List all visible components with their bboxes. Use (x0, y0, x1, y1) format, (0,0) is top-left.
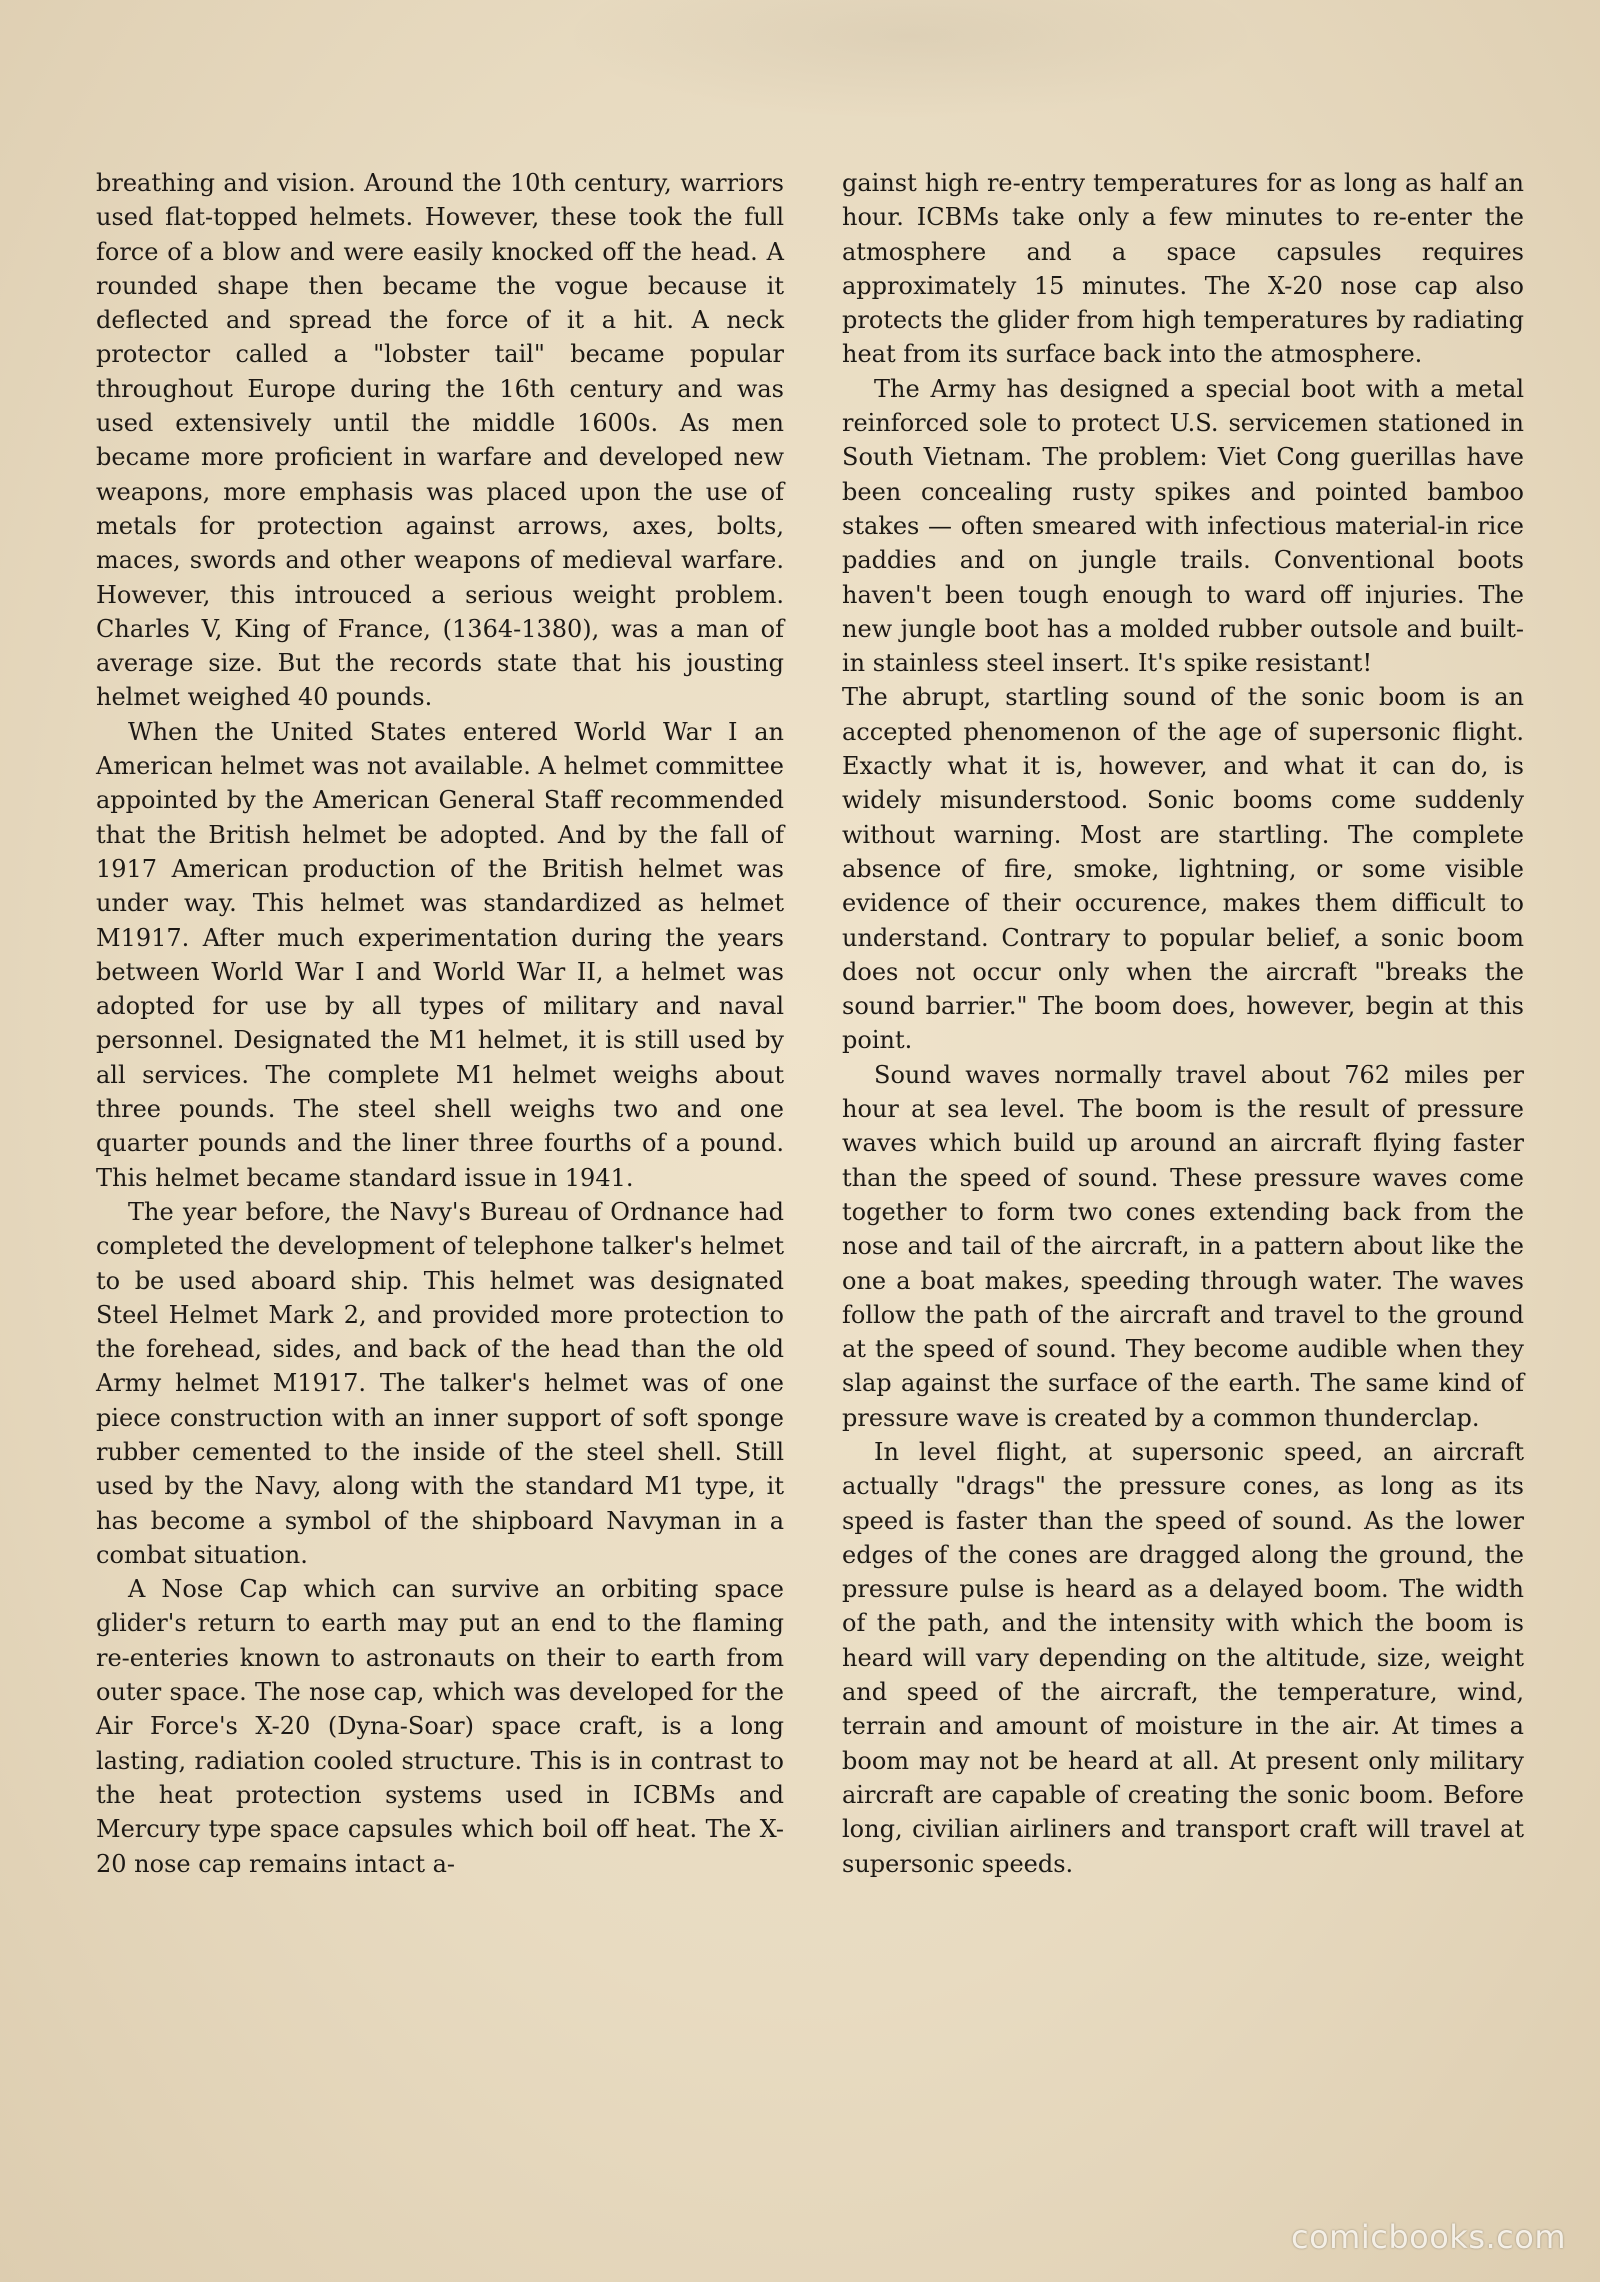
paragraph-nose-cap: A Nose Cap which can survive an orbiting space glider's return to earth may put an end to the flaming re-enteries known to astronauts on their to earth from outer space. The nose cap, which was developed for the Air Force's X-20 (Dyna-Soar) space craft, is a long lasting, radiation cooled structure. This is in contrast to the heat protection systems used in ICBMs and Mercury type space capsules which boil off heat. The X-20 nose cap remains intact a- (96, 1575, 784, 1878)
paragraph-sound-waves: Sound waves normally travel about 762 miles per hour at sea level. The boom is the result of pressure waves which build up around an aircraft flying faster than the speed of sound. These pressure waves come together to form two cones extending back from the nose and tail of the aircraft, in a pattern about like the one a boat makes, speeding through water. The waves follow the path of the aircraft and travel to the ground at the speed of sound. They become audible when they slap against the surface of the earth. The same kind of pressure wave is created by a common thunderclap. (842, 1060, 1524, 1432)
paragraph-nose-cap-continued: gainst high re-entry temperatures for as long as half an hour. ICBMs take only a few minutes to re-enter the atmosphere and a space capsules requires approximately 15 minutes. The X-20 nose cap also protects the glider from high temperatures by radiating heat from its surface back into the atmosphere. (842, 169, 1524, 369)
paragraph-helmet-history: breathing and vision. Around the 10th century, warriors used flat-topped helmets. However, these took the full force of a blow and were easily knocked off the head. A rounded shape then became the vogue because it deflected and spread the force of it a hit. A neck protector called a "lobster tail" became popular throughout Europe during the 16th century and was used extensively until the middle 1600s. As men became more proficient in warfare and developed new weapons, more emphasis was placed upon the use of metals for protection against arrows, axes, bolts, maces, swords and other weapons of medieval warfare. However, this introuced a serious weight problem. Charles V, King of France, (1364-1380), was a man of average size. But the records state that his jousting helmet weighed 40 pounds. (96, 169, 784, 712)
watermark-text: comicbooks.com (1290, 2218, 1566, 2256)
faded-title-ghost (560, 0, 1260, 120)
paragraph-sonic-boom-intro: The abrupt, startling sound of the sonic boom is an accepted phenomenon of the age of supersonic flight. Exactly what it is, however, and what it can do, is widely misunderstood. Sonic booms come suddenly without warning. Most are startling. The complete absence of fire, smoke, lightning, or some visible evidence of their occurence, makes them difficult to understand. Contrary to popular belief, a sonic boom does not occur only when the aircraft "breaks the sound barrier." The boom does, however, begin at this point. (842, 683, 1524, 1055)
left-text-column (96, 166, 784, 1881)
paragraph-jungle-boot: The Army has designed a special boot with a metal reinforced sole to protect U.S. servicemen stationed in South Vietnam. The problem: Viet Cong guerillas have been concealing rusty spikes and pointed bamboo stakes — often smeared with infectious material-in rice paddies and on jungle trails. Conventional boots haven't been tough enough to ward off injuries. The new jungle boot has a molded rubber outsole and built-in stainless steel insert. It's spike resistant! (842, 374, 1524, 678)
paragraph-ww1-helmet: When the United States entered World War I an American helmet was not available. A helmet committee appointed by the American General Staff recommended that the British helmet be adopted. And by the fall of 1917 American production of the British helmet was under way. This helmet was standardized as helmet M1917. After much experimentation during the years between World War I and World War II, a helmet was adopted for use by all types of military and naval personnel. Designated the M1 helmet, it is still used by all services. The complete M1 helmet weighs about three pounds. The steel shell weighs two and one quarter pounds and the liner three fourths of a pound. This helmet became standard issue in 1941. (96, 717, 784, 1192)
right-text-column (842, 166, 1524, 1881)
paragraph-level-flight: In level flight, at supersonic speed, an aircraft actually "drags" the pressure cones, as long as its speed is faster than the speed of sound. As the lower edges of the cones are dragged along the ground, the pressure pulse is heard as a delayed boom. The width of the path, and the intensity with which the boom is heard will vary depending on the altitude, size, weight and speed of the aircraft, the temperature, wind, terrain and amount of moisture in the air. At times a boom may not be heard at all. At present only military aircraft are capable of creating the sonic boom. Before long, civilian airliners and transport craft will travel at supersonic speeds. (842, 1437, 1524, 1878)
paragraph-talker-helmet: The year before, the Navy's Bureau of Ordnance had completed the development of telephone talker's helmet to be used aboard ship. This helmet was designated Steel Helmet Mark 2, and provided more protection to the forehead, sides, and back of the head than the old Army helmet M1917. The talker's helmet was of one piece construction with an inner support of soft sponge rubber cemented to the inside of the steel shell. Still used by the Navy, along with the standard M1 type, it has become a symbol of the shipboard Navyman in a combat situation. (96, 1197, 784, 1569)
